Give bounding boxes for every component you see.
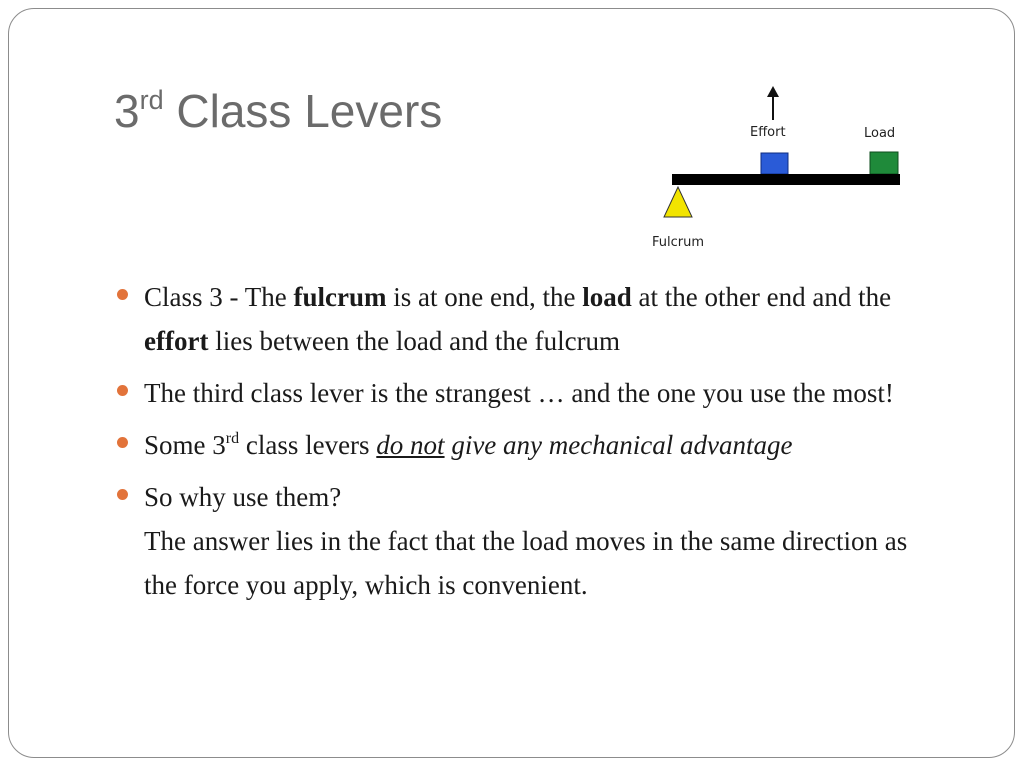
ordinal-suffix: rd — [225, 430, 240, 447]
load-term: load — [582, 282, 632, 312]
bullet-marker — [117, 289, 128, 300]
title-text: Class Levers — [163, 85, 443, 137]
effort-arrow-head — [767, 86, 779, 97]
bullet-text: Some 3 — [144, 430, 226, 460]
bullet-item-why-use — [114, 475, 944, 607]
bullet-item-class3-definition — [114, 275, 944, 363]
emphasis-text: give any mechanical advantage — [444, 430, 793, 460]
slide-title — [114, 84, 442, 139]
fulcrum-triangle — [664, 187, 692, 217]
bullet-marker — [117, 489, 128, 500]
bullet-text: The third class lever is the strangest … and the one you use the most! — [144, 378, 894, 408]
title-ordinal-suffix: rd — [139, 85, 164, 115]
bullet-answer: The answer lies in the fact that the load moves in the same direction as the force you apply, which is convenient. — [144, 526, 908, 600]
load-label: Load — [864, 126, 896, 141]
bullet-text: class levers — [239, 430, 377, 460]
bullet-text: is at one end, the — [386, 282, 583, 312]
bullet-item-strangest — [114, 371, 944, 415]
bullet-question: So why use them? — [144, 482, 342, 512]
fulcrum-label: Fulcrum — [652, 235, 705, 250]
load-box — [870, 152, 898, 174]
effort-label: Effort — [750, 125, 786, 140]
effort-box — [761, 153, 788, 174]
bullet-item-no-advantage — [114, 423, 944, 467]
title-number: 3 — [114, 85, 140, 137]
lever-beam — [672, 174, 900, 185]
bullet-text: Class 3 - The — [144, 282, 294, 312]
bullet-marker — [117, 437, 128, 448]
lever-diagram — [640, 80, 940, 255]
bullet-text: lies between the load and the fulcrum — [208, 326, 621, 356]
bullet-text: at the other end and the — [631, 282, 892, 312]
effort-term: effort — [144, 326, 209, 356]
bullet-marker — [117, 385, 128, 396]
bullet-list — [114, 275, 944, 615]
emphasis-do-not: do not — [376, 430, 445, 460]
fulcrum-term: fulcrum — [293, 282, 387, 312]
